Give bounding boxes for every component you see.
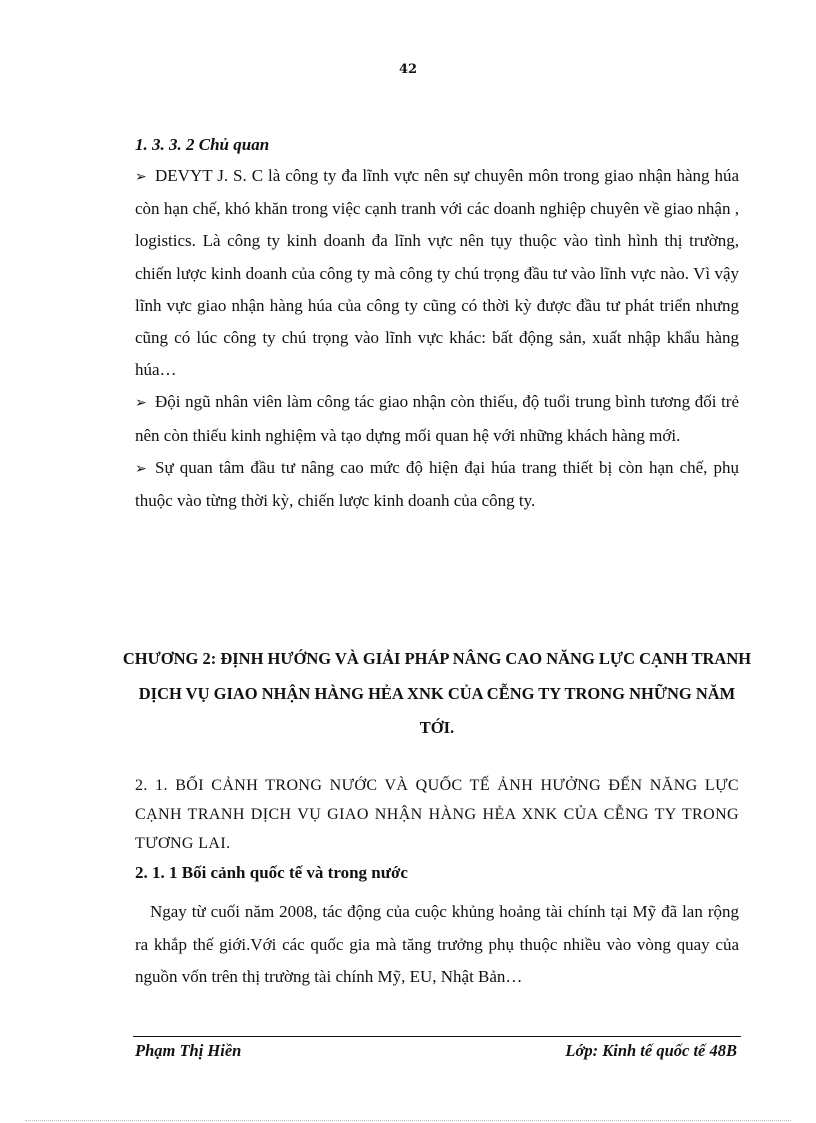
paragraph-text: Ngay từ cuối năm 2008, tác động của cuộc khủng hoảng tài chính tại Mỹ đã lan rộng ra khắp thế giới.Với các quốc gia mà tăng trưởng phụ thuộc nhiều vào vòng quay của nguồn vốn trên thị trường tài chính Mỹ, EU, Nhật Bản…: [135, 902, 739, 986]
bullet-paragraph: [135, 452, 739, 517]
arrow-bullet-icon: ➢: [135, 169, 147, 185]
bullet-paragraph: [135, 160, 739, 386]
footer-class: Lớp: Kinh tế quốc tế 48B: [565, 1041, 737, 1060]
bullet-text: DEVYT J. S. C là công ty đa lĩnh vực nên sự chuyên môn trong giao nhận hàng húa còn hạn chế, khó khăn trong việc cạnh tranh với các doanh nghiệp chuyên về giao nhận , logistics. Là công ty kinh doanh đa lĩnh vực nên tụy thuộc vào tình hình thị trường, chiến lược kinh doanh của công ty mà công ty chú trọng đầu tư vào lĩnh vực nào. Vì vậy lĩnh vực giao nhận hàng húa của công ty cũng có thời kỳ được đầu tư phát triển nhưng cũng có lúc công ty chú trọng vào lĩnh vực khác: bất động sản, xuất nhập khẩu hàng húa…: [135, 166, 739, 380]
subsection-heading-211: 2. 1. 1 Bối cảnh quốc tế và trong nước: [135, 863, 408, 882]
page-bottom-divider: [25, 1120, 791, 1121]
bullet-text: Đội ngũ nhân viên làm công tác giao nhận còn thiếu, độ tuổi trung bình tương đối trẻ nên còn thiếu kinh nghiệm và tạo dựng mối quan hệ với những khách hàng mới.: [135, 392, 739, 445]
footer-author: Phạm Thị Hiền: [135, 1041, 242, 1060]
section-1332: [135, 129, 739, 517]
section-heading: 2. 1. BỐI CẢNH TRONG NƯỚC VÀ QUỐC TẾ ẢNH HƯỞNG ĐẾN NĂNG LỰC CẠNH TRANH DỊCH VỤ GIAO NHẬN HÀNG HẺA XNK CỦA CỄNG TY TRONG TƯƠNG LAI.: [135, 777, 739, 852]
arrow-bullet-icon: ➢: [135, 395, 147, 412]
body-paragraph: [135, 896, 739, 994]
arrow-bullet-icon: ➢: [135, 460, 147, 477]
bullet-text: Sự quan tâm đầu tư nâng cao mức độ hiện đại húa trang thiết bị còn hạn chế, phụ thuộc vào từng thời kỳ, chiến lược kinh doanh của công ty.: [135, 457, 739, 511]
footer-rule: [133, 1036, 741, 1037]
subsection-heading: 1. 3. 3. 2 Chủ quan: [135, 135, 270, 154]
page-number: 42: [398, 62, 418, 77]
bullet-paragraph: [135, 386, 739, 451]
chapter-title: CHƯƠNG 2: ĐỊNH HƯỚNG VÀ GIẢI PHÁP NÂNG CAO NĂNG LỰC CẠNH TRANH DỊCH VỤ GIAO NHẬN HÀNG HẺA XNK CỦA CỄNG TY TRONG NHỮNG NĂM TỚI.: [122, 649, 752, 737]
